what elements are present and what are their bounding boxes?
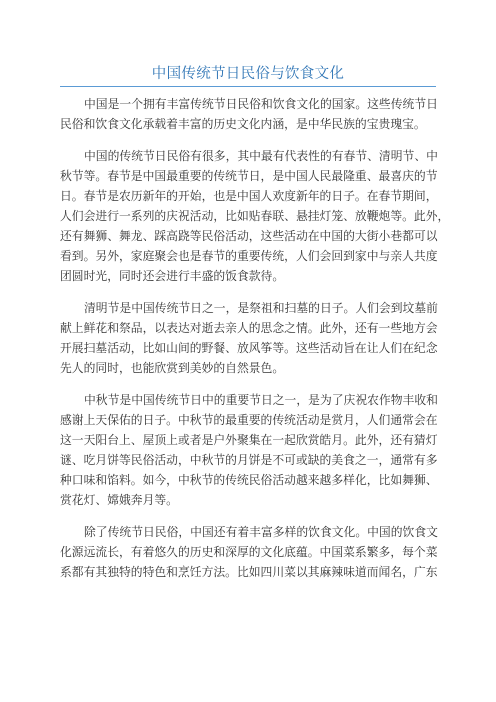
text-line: 看到。另外，家庭聚会也是春节的重要传统，人们会回到家中与亲人共度	[60, 249, 438, 263]
text-line: 开展扫墓活动，比如山间的野餐、放风筝等。这些活动旨在让人们在纪念	[60, 341, 438, 355]
paragraph-festivals	[60, 146, 450, 286]
paragraph-food-culture	[60, 522, 440, 582]
text-line: 清明节是中国传统节日之一，是祭祖和扫墓的日子。人们会到坟墓前	[84, 301, 438, 315]
text-line: 化源远流长，有着悠久的历史和深厚的文化底蕴。中国菜系繁多，每个菜	[60, 545, 438, 559]
text-line: 团圆时光，同时还会进行丰盛的饭食款待。	[60, 269, 285, 283]
text-line: 感谢上天保佑的日子。中秋节的最重要的传统活动是赏月，人们通常会在	[60, 413, 438, 427]
text-line: 献上鲜花和祭品，以表达对逝去亲人的思念之情。此外，还有一些地方会	[60, 321, 438, 335]
text-line: 民俗和饮食文化承载着丰富的历史文化内涵，是中华民族的宝贵瑰宝。	[60, 117, 426, 131]
paragraph-qingming	[60, 298, 440, 378]
text-line: 种口味和馅料。如今，中秋节的传统民俗活动越来越多样化，比如舞狮、	[60, 473, 438, 487]
paragraph-intro	[60, 94, 440, 134]
text-line: 中国是一个拥有丰富传统节日民俗和饮食文化的国家。这些传统节日	[84, 97, 438, 111]
document-body	[60, 94, 450, 594]
text-line: 秋节等。春节是中国最重要的传统节日，是中国人民最隆重、最喜庆的节	[60, 169, 438, 183]
text-line: 中国的传统节日民俗有很多，其中最有代表性的有春节、清明节、中	[84, 149, 438, 163]
text-line: 先人的同时，也能欣赏到美妙的自然景色。	[60, 361, 285, 375]
paragraph-mid-autumn	[60, 390, 440, 510]
text-line: 谜、吃月饼等民俗活动，中秋节的月饼是不可或缺的美食之一，通常有多	[60, 453, 438, 467]
text-line: 这一天阳台上、屋顶上或者是户外聚集在一起欣赏皓月。此外，还有猜灯	[60, 433, 438, 447]
title-underline	[60, 86, 436, 87]
text-line: 人们会进行一系列的庆祝活动，比如贴春联、悬挂灯笼、放鞭炮等。此外，	[60, 209, 450, 223]
text-line: 日。春节是农历新年的开始，也是中国人欢度新年的日子。在春节期间，	[60, 189, 438, 203]
text-line: 中秋节是中国传统节日中的重要节日之一，是为了庆祝农作物丰收和	[84, 393, 438, 407]
text-line: 除了传统节日民俗，中国还有着丰富多样的饮食文化。中国的饮食文	[84, 525, 438, 539]
text-line: 赏花灯、嫦娥奔月等。	[60, 493, 178, 507]
text-line: 系都有其独特的特色和烹饪方法。比如四川菜以其麻辣味道而闻名，广东	[60, 565, 438, 579]
text-line: 还有舞狮、舞龙、踩高跷等民俗活动，这些活动在中国的大街小巷都可以	[60, 229, 438, 243]
document-title: 中国传统节日民俗与饮食文化	[151, 66, 345, 82]
